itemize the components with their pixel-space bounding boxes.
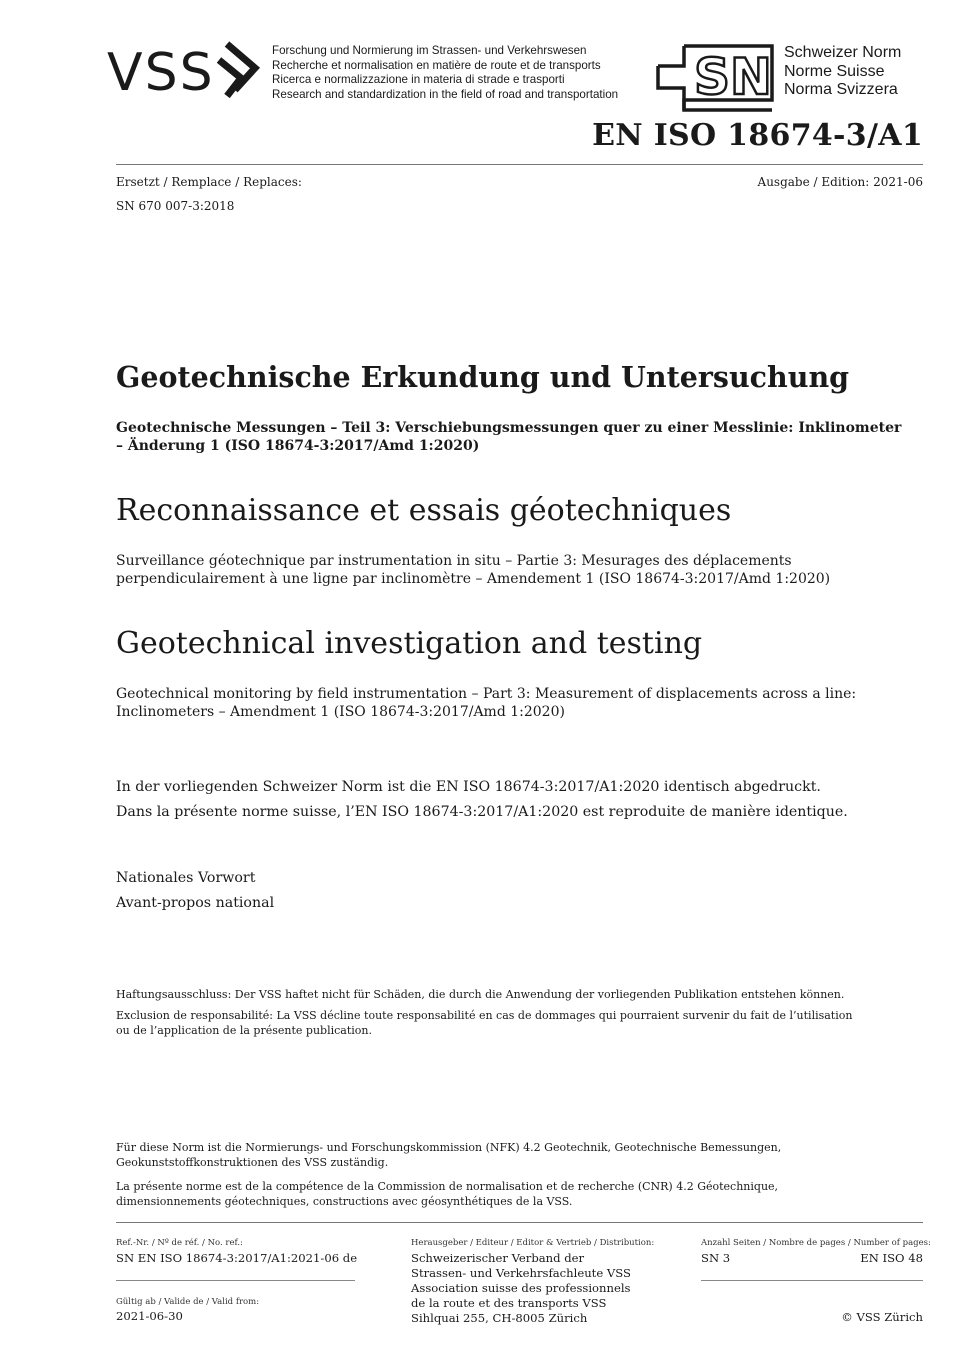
reference-number: SN EN ISO 18674-3:2017/A1:2021-06 de xyxy=(116,1251,358,1265)
title-french: Reconnaissance et essais géotechniques xyxy=(116,493,732,528)
valid-from-date: 2021-06-30 xyxy=(116,1309,183,1323)
tagline-fr: Recherche et normalisation en matière de route et de transports xyxy=(272,58,601,72)
vss-tagline xyxy=(272,44,618,102)
identical-notice-french: Dans la présente norme suisse, l’EN ISO 18674-3:2017/A1:2020 est reproduite de manière identique. xyxy=(116,804,848,820)
page-count-divider xyxy=(701,1280,923,1281)
header-divider xyxy=(116,164,923,165)
copyright: © VSS Zürich xyxy=(841,1310,923,1324)
title-german: Geotechnische Erkundung und Untersuchung xyxy=(116,360,850,394)
publisher-line: Association suisse des professionnels xyxy=(411,1281,631,1295)
vss-logo-text: VSS xyxy=(107,43,215,100)
sn-label-it: Norma Svizzera xyxy=(784,81,898,98)
reference-divider xyxy=(116,1280,355,1281)
subtitle-english: Geotechnical monitoring by field instrumentation – Part 3: Measurement of displacements across a line: Inclinometers – Amendment 1 (ISO 18674-3:2017/Amd 1:2020) xyxy=(116,686,857,720)
footer-divider xyxy=(116,1222,923,1223)
national-foreword-german: Nationales Vorwort xyxy=(116,870,256,886)
tagline-de: Forschung und Normierung im Strassen- und Verkehrswesen xyxy=(272,44,587,57)
title-english: Geotechnical investigation and testing xyxy=(116,626,703,661)
disclaimer-german: Haftungsausschluss: Der VSS haftet nicht für Schäden, die durch die Anwendung der vorliegenden Publikation entstehen können. xyxy=(116,988,845,1001)
tagline-en: Research and standardization in the field of road and transportation xyxy=(272,87,619,101)
sn-label-de: Schweizer Norm xyxy=(784,44,902,61)
publisher-address xyxy=(411,1251,631,1326)
edition-date: Ausgabe / Edition: 2021-06 xyxy=(757,175,923,189)
standard-number: EN ISO 18674-3/A1 xyxy=(592,118,923,153)
page-count-label: Anzahl Seiten / Nombre de pages / Number of pages: xyxy=(701,1238,931,1248)
national-foreword-french: Avant-propos national xyxy=(116,895,275,911)
publisher-line: Sihlquai 255, CH-8005 Zürich xyxy=(411,1311,588,1325)
vss-logo xyxy=(107,40,267,104)
publisher-line: Strassen- und Verkehrsfachleute VSS xyxy=(411,1266,631,1280)
disclaimer-french: Exclusion de responsabilité: La VSS décline toute responsabilité en cas de dommages qui pourraient survenir du fait de l’utilisation ou de l’application de la présente publication. xyxy=(116,1009,853,1037)
sn-logo xyxy=(656,44,778,116)
sn-logo-text: SN xyxy=(694,48,772,106)
replaces-label: Ersetzt / Remplace / Replaces: xyxy=(116,175,302,189)
subtitle-german: Geotechnische Messungen – Teil 3: Verschiebungsmessungen quer zu einer Messlinie: Inklinometer – Änderung 1 (ISO 18674-3:2017/Amd 1:2020) xyxy=(116,420,902,454)
sn-label xyxy=(784,44,901,100)
committee-french: La présente norme est de la compétence de la Commission de normalisation et de recherche (CNR) 4.2 Géotechnique, dimensionnements géotechniques, constructions avec géosynthétiques de la VSS. xyxy=(116,1180,779,1208)
tagline-it: Ricerca e normalizzazione in materia di strade e trasporti xyxy=(272,73,565,87)
page-count-sn: SN 3 xyxy=(701,1251,731,1265)
reference-label: Ref.-Nr. / Nº de réf. / No. ref.: xyxy=(116,1238,243,1248)
committee-german: Für diese Norm ist die Normierungs- und Forschungskommission (NFK) 4.2 Geotechnik, Geotechnische Bemessungen, Geokunststoffkonstruktionen des VSS zuständig. xyxy=(116,1141,782,1169)
sn-label-fr: Norme Suisse xyxy=(784,62,885,80)
identical-notice-german: In der vorliegenden Schweizer Norm ist die EN ISO 18674-3:2017/A1:2020 identisch abgedruckt. xyxy=(116,779,821,795)
publisher-label: Herausgeber / Editeur / Editor & Vertrieb / Distribution: xyxy=(411,1238,655,1248)
page-count-en: EN ISO 48 xyxy=(860,1251,923,1265)
subtitle-french: Surveillance géotechnique par instrumentation in situ – Partie 3: Mesurages des déplacements perpendiculairement à une ligne par inclinomètre – Amendement 1 (ISO 18674-3:2017/Amd 1:2020) xyxy=(116,553,831,587)
replaces-value: SN 670 007-3:2018 xyxy=(116,199,235,213)
valid-from-label: Gültig ab / Valide de / Valid from: xyxy=(116,1297,260,1307)
publisher-line: Schweizerischer Verband der xyxy=(411,1251,585,1265)
publisher-line: de la route et des transports VSS xyxy=(411,1296,607,1310)
